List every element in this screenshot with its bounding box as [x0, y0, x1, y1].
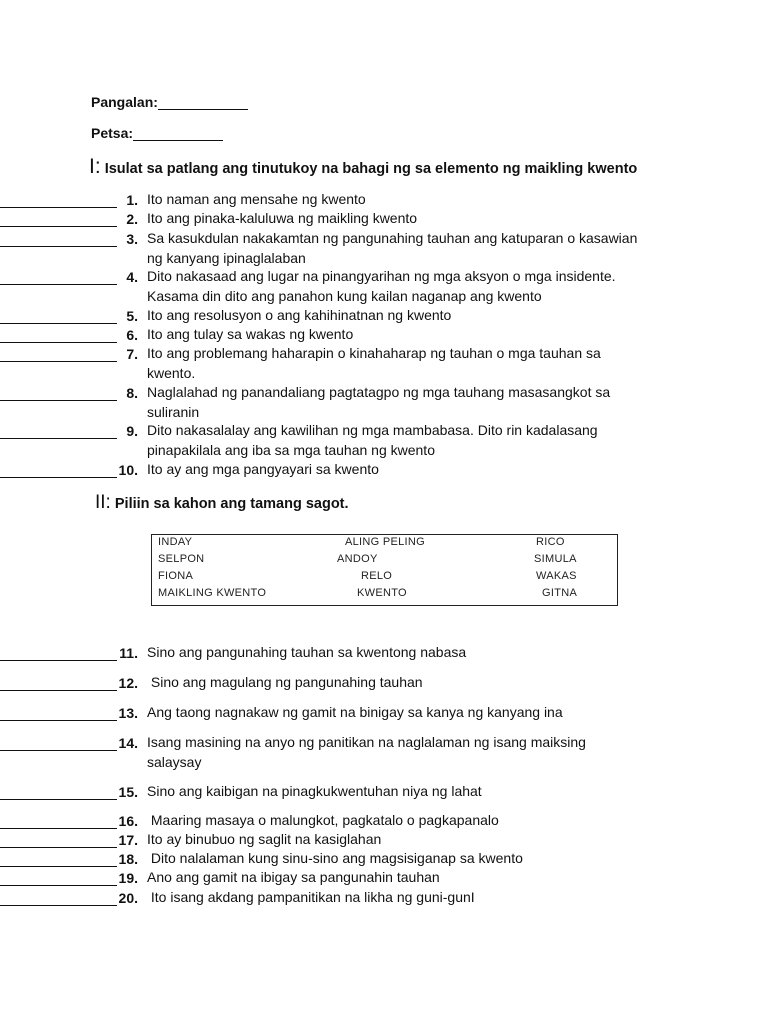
question-line: Ito ang tulay sa wakas ng kwento [147, 326, 354, 342]
question-line: Ito naman ang mensahe ng kwento [147, 191, 366, 207]
item-question [147, 673, 423, 693]
item-number: 10. [118, 462, 138, 478]
item-number: 6. [126, 327, 138, 343]
question-line: ng kanyang ipinaglalaban [147, 249, 306, 266]
name-field [91, 94, 248, 110]
section2-numeral: II: [95, 492, 111, 513]
answer-blank-line[interactable] [0, 660, 117, 661]
item-question [147, 782, 482, 802]
date-label: Petsa: [91, 125, 134, 141]
choice-option: WAKAS [536, 570, 577, 582]
item-question [147, 421, 598, 460]
answer-blank-line[interactable] [0, 226, 117, 227]
question-line: Naglalahad ng panandaliang pagtatagpo ng mga tauhang masasangkot sa [147, 384, 611, 400]
item-number: 14. [118, 735, 138, 751]
item-number: 8. [126, 385, 138, 401]
answer-blank-line[interactable] [0, 720, 117, 721]
item-question [147, 344, 601, 383]
question-line: Ito ay ang mga pangyayari sa kwento [147, 461, 379, 477]
section1-title [89, 155, 637, 179]
item-question [147, 383, 610, 422]
item-number: 4. [126, 269, 138, 285]
choice-option: KWENTO [357, 587, 407, 599]
date-field [91, 125, 223, 141]
item-number: 7. [126, 346, 138, 362]
question-line: Isang masining na anyo ng panitikan na naglalaman ng isang maiksing [147, 734, 586, 750]
answer-blank-line[interactable] [0, 400, 117, 401]
item-question [147, 811, 499, 831]
item-number: 9. [126, 423, 138, 439]
answer-blank-line[interactable] [0, 438, 117, 439]
item-number: 3. [126, 231, 138, 247]
item-question [147, 460, 379, 480]
answer-blank-line[interactable] [0, 690, 117, 691]
choice-option: RICO [536, 536, 565, 548]
choice-option: FIONA [158, 570, 194, 582]
answer-blank-line[interactable] [0, 750, 117, 751]
name-blank-line[interactable] [158, 95, 248, 110]
choice-option: SELPON [158, 553, 205, 565]
date-blank-line[interactable] [133, 126, 223, 141]
question-line: kwento. [147, 364, 196, 381]
question-line: Ano ang gamit na ibigay sa pangunahin tauhan [147, 869, 440, 885]
answer-blank-line[interactable] [0, 323, 117, 324]
item-question [147, 643, 466, 663]
choice-option: SIMULA [534, 553, 577, 565]
question-line: Sino ang kaibigan na pinagkukwentuhan niya ng lahat [147, 783, 482, 799]
choice-option: RELO [361, 570, 393, 582]
item-number: 18. [118, 851, 138, 867]
item-question [147, 325, 353, 345]
question-line: Ito ay binubuo ng saglit na kasiglahan [147, 831, 382, 847]
answer-blank-line[interactable] [0, 246, 117, 247]
question-line: Sino ang pangunahing tauhan sa kwentong nabasa [147, 644, 467, 660]
answer-blank-line[interactable] [0, 905, 117, 906]
item-question [147, 229, 637, 268]
question-line: Maaring masaya o malungkot, pagkatalo o pagkapanalo [147, 812, 499, 828]
question-line: Ito ang resolusyon o ang kahihinatnan ng kwento [147, 307, 452, 323]
item-question [147, 703, 563, 723]
item-question [147, 733, 586, 772]
answer-blank-line[interactable] [0, 361, 117, 362]
choice-option: INDAY [158, 536, 193, 548]
question-line: pinapakilala ang iba sa mga tauhan ng kwento [147, 441, 435, 458]
item-number: 2. [126, 211, 138, 227]
question-line: Dito nakasalalay ang kawilihan ng mga mambabasa. Dito rin kadalasang [147, 422, 598, 438]
section2-instruction: Piliin sa kahon ang tamang sagot. [114, 496, 349, 512]
answer-blank-line[interactable] [0, 885, 117, 886]
choice-option: GITNA [542, 587, 578, 599]
question-line: Ito ang problemang haharapin o kinahaharap ng tauhan o mga tauhan sa [147, 345, 601, 361]
answer-blank-line[interactable] [0, 847, 117, 848]
answer-blank-line[interactable] [0, 207, 117, 208]
item-question [147, 849, 523, 869]
item-number: 5. [126, 308, 138, 324]
name-label: Pangalan: [91, 94, 158, 110]
question-line: Dito nakasaad ang lugar na pinangyarihan ng mga aksyon o mga insidente. [147, 268, 616, 284]
item-question [147, 830, 381, 850]
item-question [147, 267, 616, 306]
item-number: 12. [118, 675, 138, 691]
question-line: Ang taong nagnakaw ng gamit na binigay sa kanya ng kanyang ina [147, 704, 563, 720]
item-question [147, 190, 366, 210]
question-line: Kasama din dito ang panahon kung kailan naganap ang kwento [147, 287, 542, 304]
question-line: Ito isang akdang pampanitikan na likha ng guni-gunI [147, 889, 475, 905]
item-number: 1. [126, 192, 138, 208]
question-line: suliranin [147, 403, 200, 420]
question-line: Dito nalalaman kung sinu-sino ang magsisiganap sa kwento [147, 850, 523, 866]
section1-instruction: Isulat sa patlang ang tinutukoy na bahagi ng sa elemento ng maikling kwento [104, 161, 638, 177]
question-line: Ito ang pinaka-kaluluwa ng maikling kwento [147, 210, 418, 226]
answer-blank-line[interactable] [0, 828, 117, 829]
choice-option: MAIKLING KWENTO [158, 587, 267, 599]
question-line: salaysay [147, 753, 202, 770]
item-question [147, 209, 417, 229]
item-number: 11. [119, 645, 138, 661]
item-number: 20. [118, 890, 138, 906]
item-number: 17. [118, 832, 138, 848]
item-number: 19. [118, 870, 138, 886]
item-number: 15. [118, 784, 138, 800]
answer-blank-line[interactable] [0, 284, 117, 285]
question-line: Sa kasukdulan nakakamtan ng pangunahing tauhan ang katuparan o kasawian [147, 230, 638, 246]
choice-option: ANDOY [337, 553, 378, 565]
answer-blank-line[interactable] [0, 342, 117, 343]
item-number: 13. [118, 705, 138, 721]
choices-box [151, 534, 618, 606]
choice-option: ALING PELING [345, 536, 426, 548]
item-question [147, 888, 475, 908]
question-line: Sino ang magulang ng pangunahing tauhan [147, 674, 423, 690]
item-question [147, 868, 440, 888]
item-question [147, 306, 451, 326]
section1-numeral: I: [89, 155, 101, 178]
section2-title [95, 492, 349, 514]
answer-blank-line[interactable] [0, 477, 117, 478]
answer-blank-line[interactable] [0, 866, 117, 867]
answer-blank-line[interactable] [0, 799, 117, 800]
item-number: 16. [118, 813, 138, 829]
